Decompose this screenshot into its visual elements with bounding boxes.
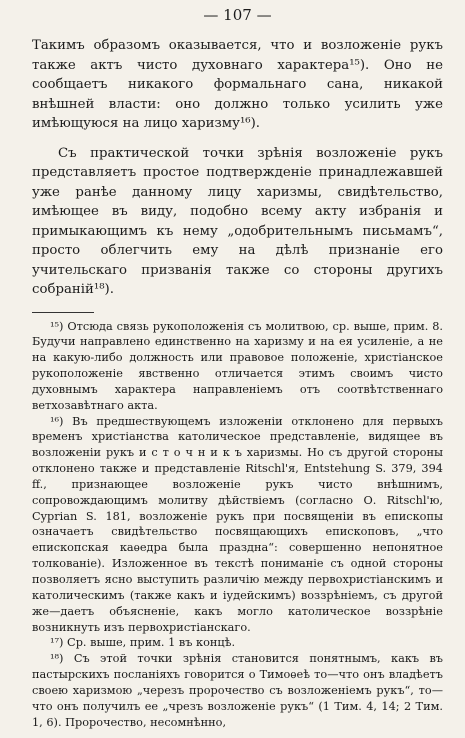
footnote-divider [32,312,94,313]
footnote-15: ¹⁵) Отсюда связь рукоположенія съ молитвою, ср. выше, прим. 8. Будучи направлено единственно на харизму и на ея усиленіе, а не на какую-либо должность или правовое положеніе, христіанское рукоположеніе явственно отличается этимъ своимъ чисто духовнымъ характера направленіемъ отъ соотвѣтственнаго ветхозавѣтнаго акта. [32,319,443,412]
paragraph-gap [32,134,443,144]
paragraph-1: Такимъ образомъ оказывается, что и возложеніе рукъ также актъ чисто духовнаго характера¹⁵). Оно не сообщаетъ никакого формальнаго сана, никакой внѣшней власти: оно должно только усилить уже имѣющуюся на лицо харизму¹⁶). [32,38,443,131]
footnote-17: ¹⁷) Ср. выше, прим. 1 въ концѣ. [50,636,236,650]
page-number: — 107 — [203,6,272,24]
footnote-18: ¹⁸) Съ этой точки зрѣнія становится понятнымъ, какъ въ пастырскихъ посланіяхъ говорится о Тимоѳеѣ то—что онъ владѣетъ своею харизмою „черезъ пророчество съ возложеніемъ рукъ“, то—что онъ получилъ ее „чрезъ возложеніе рукъ“ (1 Тим. 4, 14; 2 Тим. 1, 6). Пророчество, несомнѣнно, [32,652,443,729]
footnote-16: ¹⁶) Въ предшествующемъ изложеніи отклонено для первыхъ временъ христіанства католическое представленіе, видящее въ возложеніи рукъ и с т о ч н и к ъ харизмы. Но съ другой стороны отклонено также и представленіе Ritschl'я, Entstehung S. 379, 394 ff., признающее возложеніе рукъ чисто внѣшнимъ, сопровождающимъ молитву дѣйствіемъ (согласно О. Ritschl'ю, Cyprian S. 181, возложеніе рукъ при посвященіи въ епископы означаетъ свидѣтельство посвящающихъ епископовъ, „что епископская каѳедра была праздна“: совершенно непонятное толкованіе). Изложенное въ текстѣ пониманіе съ одной стороны позволяетъ ясно выступить различію между первохристіанскимъ и католическимъ (также какъ и іудейскимъ) воззрѣніемъ, съ другой же—даетъ объясненіе, какъ могло католическое воззрѣніе возникнуть изъ первохристіанскаго. [32,414,443,634]
paragraph-2: Съ практической точки зрѣнія возложеніе рукъ представляетъ простое подтвержденіе принадлежавшей уже ранѣе данному лицу харизмы, свидѣтельство, имѣющее въ виду, подобно всему акту избранія и примыкающимъ къ нему „одобрительнымъ письмамъ“, просто облегчить ему на дѣлѣ признаніе его учительскаго призванія также со стороны другихъ собраній¹⁸). [32,145,443,297]
